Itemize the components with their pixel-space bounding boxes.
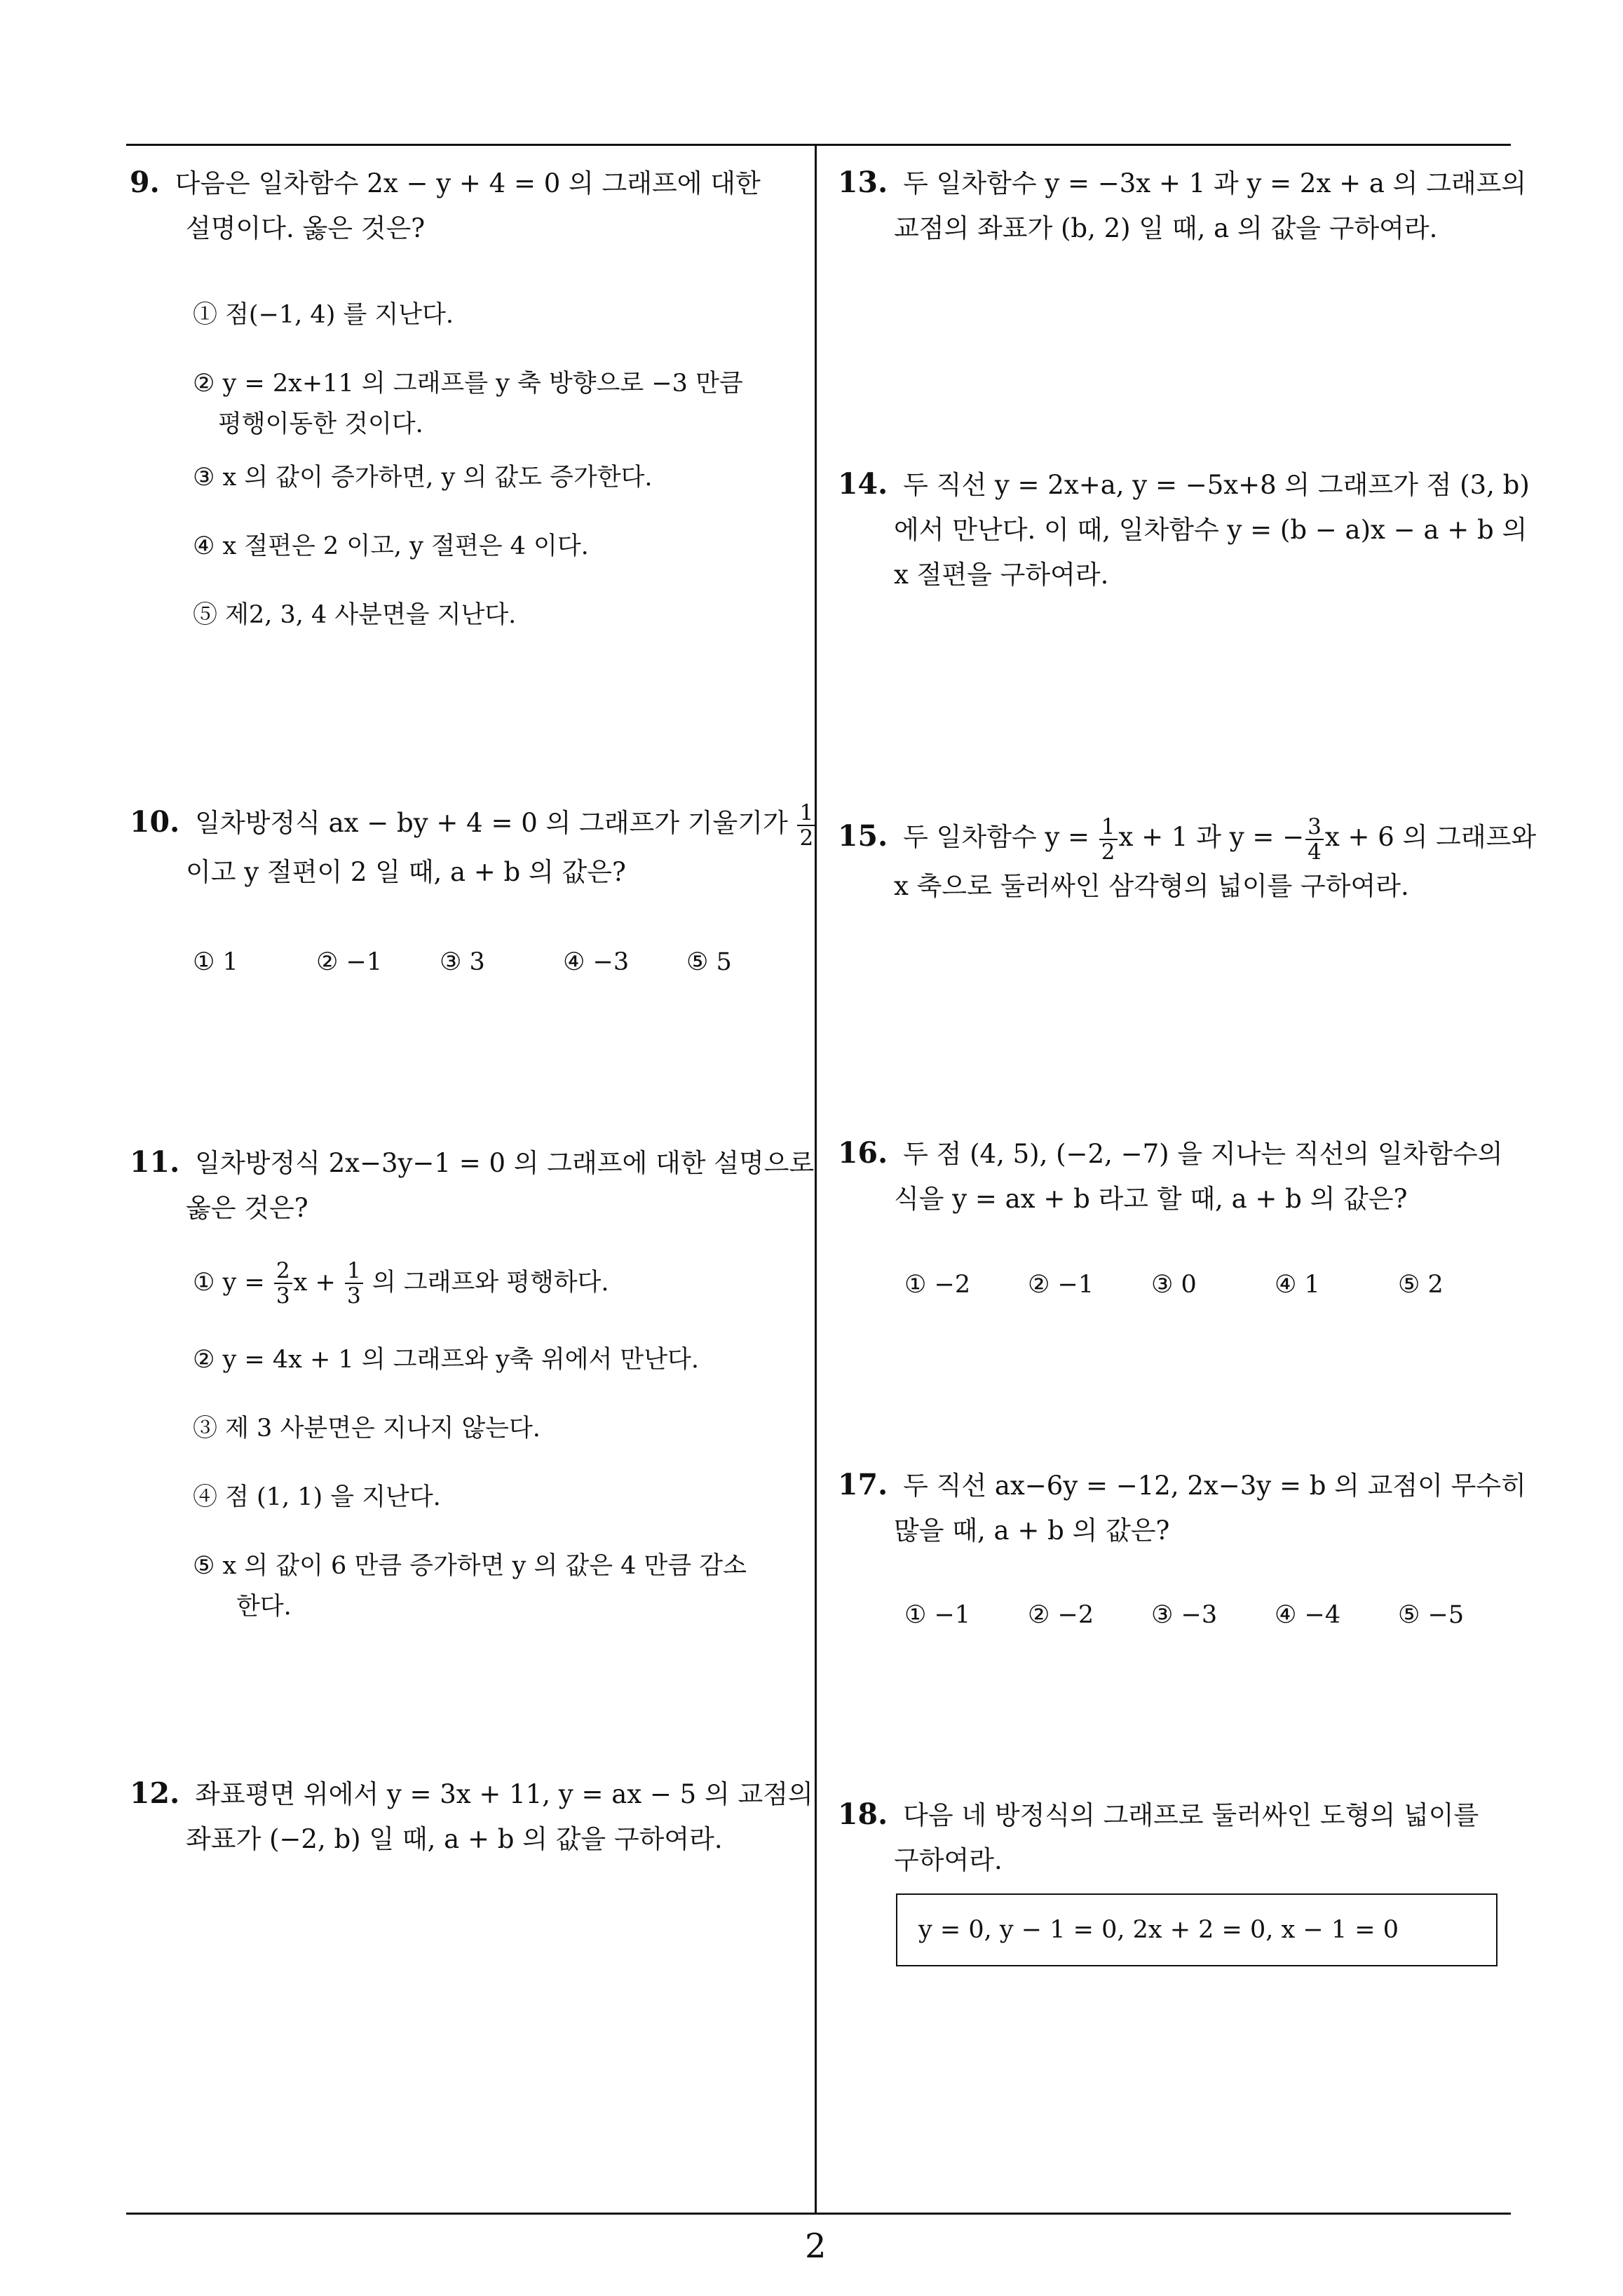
question-number: 16. (838, 1136, 888, 1170)
fraction-numerator: 1 (797, 801, 815, 826)
option-5-continued: 한다. (236, 1593, 292, 1621)
option-5[interactable]: ⑤ x 의 값이 6 만큼 증가하면 y 의 값은 4 만큼 감소 (193, 1552, 747, 1580)
question-11 (130, 1140, 815, 1231)
option-4[interactable]: ④ −4 (1275, 1601, 1341, 1629)
question-number: 11. (130, 1145, 180, 1179)
fraction (274, 1259, 292, 1308)
question-17-options (904, 1601, 1464, 1629)
question-11-options (193, 1339, 810, 1655)
question-text: 일차방정식 ax − by + 4 = 0 의 그래프가 기울기가 (195, 808, 788, 838)
option-5[interactable]: ⑤ 2 (1398, 1271, 1444, 1299)
question-number: 15. (838, 819, 888, 853)
question-9 (130, 160, 810, 251)
option-5[interactable]: ⑤ 제2, 3, 4 사분면을 지난다. (193, 601, 517, 629)
option-text: ① y = (193, 1268, 265, 1297)
question-number: 9. (130, 166, 160, 199)
option-3[interactable]: ③ 제 3 사분면은 지나지 않는다. (193, 1414, 541, 1443)
equation-box: y = 0, y − 1 = 0, 2x + 2 = 0, x − 1 = 0 (896, 1893, 1498, 1966)
question-15 (838, 813, 1537, 909)
fraction-numerator: 3 (1305, 815, 1324, 840)
option-3[interactable]: ③ −3 (1151, 1601, 1218, 1629)
question-number: 13. (838, 166, 888, 199)
question-10 (130, 799, 814, 895)
fraction-numerator: 1 (1099, 815, 1118, 840)
question-text: 다음은 일차함수 2x − y + 4 = 0 의 그래프에 대한 (175, 168, 761, 198)
option-3[interactable]: ③ 3 (440, 948, 485, 976)
fraction (1099, 815, 1118, 864)
option-2[interactable]: ② −1 (316, 948, 383, 976)
question-12 (130, 1771, 813, 1862)
fraction (1305, 815, 1324, 864)
fraction-numerator: 1 (345, 1259, 363, 1284)
question-text: 두 직선 ax−6y = −12, 2x−3y = b 의 교점이 무수히 (903, 1471, 1526, 1501)
fraction-denominator: 3 (346, 1283, 361, 1309)
option-5[interactable]: ⑤ 5 (686, 948, 732, 976)
question-text: x 절편을 구하여라. (894, 560, 1109, 590)
option-text: 의 그래프와 평행하다. (372, 1268, 609, 1297)
question-9-options (193, 295, 810, 663)
option-1[interactable]: ① 점(−1, 4) 를 지난다. (193, 301, 454, 329)
option-3[interactable]: ③ 0 (1151, 1271, 1197, 1299)
question-text: 두 직선 y = 2x+a, y = −5x+8 의 그래프가 점 (3, b) (903, 470, 1530, 500)
option-2[interactable] (193, 363, 810, 404)
question-text: 좌표평면 위에서 y = 3x + 11, y = ax − 5 의 교점의 (195, 1779, 813, 1809)
question-10-options (193, 948, 732, 976)
fraction (345, 1259, 363, 1308)
option-text: ② y = 2x+11 의 그래프를 y 축 방향으로 −3 만큼 (193, 370, 743, 398)
option-4[interactable]: ④ 점 (1, 1) 을 지난다. (193, 1483, 441, 1511)
column-divider (815, 145, 817, 2214)
option-text: x + (293, 1268, 336, 1297)
question-number: 12. (130, 1776, 180, 1810)
option-1[interactable]: ① −1 (904, 1601, 971, 1629)
option-2[interactable]: ② y = 4x + 1 의 그래프와 y축 위에서 만난다. (193, 1346, 699, 1374)
fraction-denominator: 4 (1308, 839, 1322, 865)
question-text: 에서 만난다. 이 때, 일차함수 y = (b − a)x − a + b 의 (894, 515, 1528, 545)
question-text: 이고 y 절편이 2 일 때, a + b 의 값은? (186, 856, 626, 887)
fraction (797, 801, 815, 850)
option-2-continued: 평행이동한 것이다. (218, 410, 423, 438)
option-2[interactable]: ② −1 (1028, 1271, 1094, 1299)
option-4[interactable]: ④ −3 (563, 948, 630, 976)
option-1[interactable]: ① 1 (193, 948, 238, 976)
option-5[interactable]: ⑤ −5 (1398, 1601, 1465, 1629)
question-text: 다음 네 방정식의 그래프로 둘러싸인 도형의 넓이를 (903, 1800, 1479, 1830)
question-text: 일차방정식 2x−3y−1 = 0 의 그래프에 대한 설명으로 (195, 1148, 815, 1178)
question-number: 14. (838, 467, 888, 501)
question-17 (838, 1462, 1526, 1553)
option-4[interactable]: ④ x 절편은 2 이고, y 절편은 4 이다. (193, 532, 589, 560)
fraction-denominator: 2 (1101, 839, 1115, 865)
fraction-numerator: 2 (274, 1259, 292, 1284)
question-text: x + 1 과 y = − (1118, 822, 1305, 852)
top-rule (126, 144, 1511, 146)
fraction-denominator: 2 (799, 825, 814, 851)
question-number: 10. (130, 805, 180, 839)
question-text: 두 일차함수 y = (903, 822, 1090, 852)
option-1[interactable]: ① −2 (904, 1271, 971, 1299)
question-number: 18. (838, 1797, 888, 1831)
question-16-options (904, 1271, 1444, 1299)
page-number: 2 (805, 2227, 827, 2266)
question-text: 좌표가 (−2, b) 일 때, a + b 의 값을 구하여라. (186, 1824, 723, 1854)
option-2[interactable]: ② −2 (1028, 1601, 1094, 1629)
question-text: 두 점 (4, 5), (−2, −7) 을 지나는 직선의 일차함수의 (903, 1139, 1503, 1169)
question-13 (838, 160, 1527, 251)
question-text: 식을 y = ax + b 라고 할 때, a + b 의 값은? (894, 1184, 1408, 1214)
question-text: 설명이다. 옳은 것은? (186, 213, 426, 243)
question-text: 교점의 좌표가 (b, 2) 일 때, a 의 값을 구하여라. (894, 213, 1438, 243)
option-4[interactable]: ④ 1 (1275, 1271, 1320, 1299)
question-text: 많을 때, a + b 의 값은? (894, 1515, 1170, 1546)
option-1[interactable] (193, 1259, 609, 1308)
question-text: 두 일차함수 y = −3x + 1 과 y = 2x + a 의 그래프의 (903, 168, 1527, 198)
option-3[interactable]: ③ x 의 값이 증가하면, y 의 값도 증가한다. (193, 464, 653, 492)
fraction-denominator: 3 (276, 1283, 290, 1309)
question-text: 구하여라. (894, 1845, 1003, 1875)
bottom-rule (126, 2213, 1511, 2215)
question-18 (838, 1792, 1511, 1883)
question-number: 17. (838, 1468, 888, 1501)
question-text: x + 6 의 그래프와 (1324, 822, 1537, 852)
question-14 (838, 461, 1530, 597)
question-text: x 축으로 둘러싸인 삼각형의 넓이를 구하여라. (894, 870, 1409, 901)
question-text: 옳은 것은? (186, 1193, 308, 1223)
question-16 (838, 1130, 1511, 1222)
